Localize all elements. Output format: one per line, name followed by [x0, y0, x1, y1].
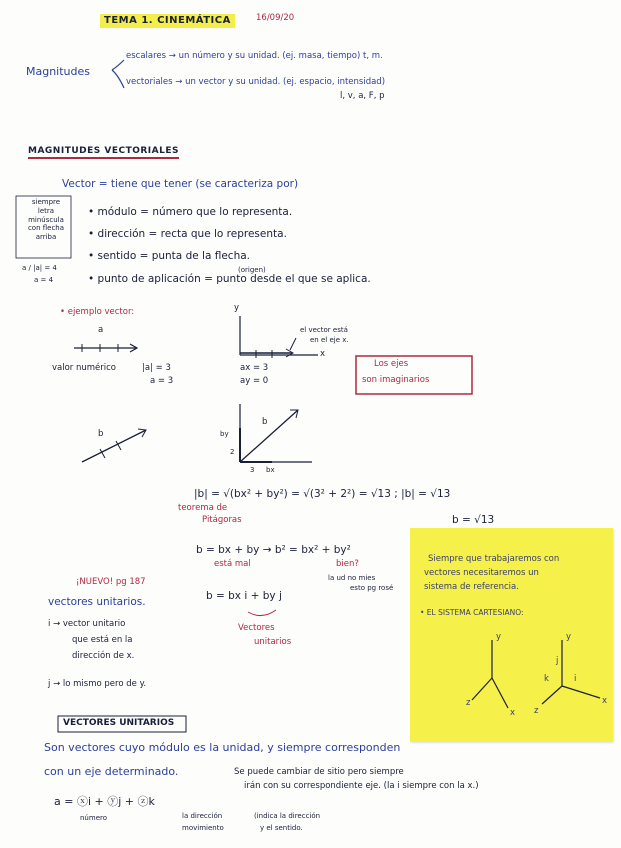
- bien-note-1: la ud no mies: [328, 574, 376, 582]
- esta-mal-note: está mal: [214, 559, 251, 569]
- i-line-3: dirección de x.: [72, 651, 135, 661]
- bien-note-2: esto pg rosé: [350, 584, 394, 592]
- unitarios-note-2: unitarios: [254, 637, 292, 647]
- sticky-k: k: [544, 674, 549, 684]
- teorema-1: teorema de: [178, 503, 228, 513]
- unitarios-line-3: irán con su correspondiente eje. (la i siempre con la x.): [244, 781, 479, 791]
- b-value: b = √13: [452, 514, 495, 526]
- axis-y-label: y: [234, 303, 240, 313]
- vectoriales-heading-text: MAGNITUDES VECTORIALES: [28, 146, 179, 159]
- sticky-y2: y: [566, 632, 572, 642]
- nuevo-heading: vectores unitarios.: [48, 596, 146, 608]
- item-punto-aplicacion: • punto de aplicación = punto desde el que se aplica.: [88, 273, 371, 285]
- bx-label: bx: [266, 466, 275, 474]
- numero-note: número: [80, 814, 108, 822]
- ay-value: ay = 0: [240, 376, 269, 386]
- side-note-line-3: minúscula: [28, 215, 64, 224]
- side-note-line-1: siempre: [31, 198, 61, 206]
- unitarios-line-2b: Se puede cambiar de sitio pero siempre: [234, 767, 404, 777]
- sticky-z: z: [466, 698, 471, 708]
- sticky-line-2: vectores necesitaremos un: [424, 568, 539, 578]
- side-note-line-2: letra: [37, 206, 55, 215]
- vector-b-label: b: [262, 417, 268, 427]
- num-3-label: 3: [250, 466, 255, 474]
- modulo-formula: |b| = √(bx² + by²) = √(3² + 2²) = √13 ; |b| = √13: [194, 488, 451, 500]
- magnitudes-escalares: escalares → un número y su unidad. (ej. masa, tiempo) t, m.: [126, 51, 383, 61]
- unitarios-brace: [248, 610, 276, 616]
- a-note-2: a = 4: [34, 276, 54, 284]
- unitarios-formula: a = ⓧi + ⓨj + ⓩk: [54, 795, 155, 808]
- valor-modulo: |a| = 3: [142, 363, 171, 373]
- unitarios-heading: VECTORES UNITARIOS: [63, 718, 175, 728]
- indica-note-1: (indica la dirección: [254, 812, 321, 820]
- sticky-note: [410, 528, 613, 742]
- sticky-line-3: sistema de referencia.: [424, 582, 519, 592]
- num-2-label: 2: [230, 448, 235, 456]
- nuevo-label: ¡NUEVO! pg 187: [76, 577, 146, 587]
- origen-note: (origen): [238, 266, 266, 274]
- teorema-2: Pitágoras: [202, 515, 242, 525]
- item-direccion: • dirección = recta que lo representa.: [88, 228, 287, 240]
- side-note: [22, 198, 70, 242]
- sticky-line-1: Siempre que trabajaremos con: [428, 554, 560, 564]
- vector-note-1: el vector está: [300, 326, 348, 334]
- axis-z-3d: [542, 686, 562, 704]
- by-label: by: [220, 430, 229, 438]
- direccion-note-2: movimiento: [182, 824, 224, 832]
- sticky-j: j: [556, 656, 559, 666]
- page-date: 16/09/20: [256, 13, 295, 23]
- magnitudes-vectoriales: vectoriales → un vector y su unidad. (ej. espacio, intensidad): [126, 77, 386, 87]
- a-note-1: a / |a| = 4: [22, 264, 57, 272]
- sticky-line-4: • EL SISTEMA CARTESIANO:: [420, 608, 524, 617]
- magnitudes-brace: [112, 60, 124, 88]
- side-note-line-4: con flecha: [27, 224, 65, 233]
- magnitudes-examples: l, v, a, F, p: [340, 91, 385, 101]
- axis-z-2d: [472, 678, 492, 700]
- unitarios-line-1: Son vectores cuyo módulo es la unidad, y siempre corresponden: [44, 741, 401, 754]
- side-note-line-5: arriba: [35, 233, 57, 241]
- valor-label: valor numérico: [52, 363, 117, 373]
- magnitudes-label: Magnitudes: [26, 65, 91, 78]
- page-title: TEMA 1. CINEMÁTICA: [100, 14, 235, 28]
- vector-b-free-label: b: [98, 429, 104, 439]
- unitarios-line-2: con un eje determinado.: [44, 765, 179, 778]
- unitarios-note-1: Vectores: [238, 623, 275, 633]
- item-sentido: • sentido = punta de la flecha.: [88, 250, 251, 262]
- vector-a-symbol: a: [98, 325, 104, 335]
- vector-b-diagonal: [240, 410, 298, 462]
- unit-formula: b = bx i + by j: [206, 590, 282, 602]
- sticky-z2: z: [534, 706, 539, 716]
- indica-note-2: y el sentido.: [260, 824, 303, 832]
- axis-x-3d: [562, 686, 600, 698]
- note-pointer: [290, 338, 296, 350]
- sticky-x2: x: [602, 696, 608, 706]
- sticky-x: x: [510, 708, 516, 718]
- vectoriales-heading: [28, 146, 179, 156]
- vector-definition: Vector = tiene que tener (se caracteriza por): [62, 178, 299, 190]
- i-line-2: que está en la: [72, 635, 133, 645]
- sticky-y: y: [496, 632, 502, 642]
- j-line: j → lo mismo pero de y.: [48, 679, 147, 689]
- vector-b-free: [82, 430, 146, 462]
- direccion-note-1: la dirección: [182, 812, 223, 820]
- vector-note-2: en el eje x.: [310, 336, 349, 344]
- ax-value: ax = 3: [240, 363, 269, 373]
- ejemplo-label: • ejemplo vector:: [60, 307, 135, 317]
- valor-a: a = 3: [150, 376, 174, 386]
- axis-x-2d: [492, 678, 508, 708]
- item-modulo: • módulo = número que lo representa.: [88, 206, 293, 218]
- i-line-1: i → vector unitario: [48, 619, 126, 629]
- suma-formula: b = bx + by → b² = bx² + by²: [196, 544, 351, 556]
- bien-note: bien?: [336, 559, 359, 569]
- ejes-note-1: Los ejes: [374, 359, 409, 369]
- ejes-note-2: son imaginarios: [362, 375, 430, 385]
- axis-x-label: x: [320, 349, 326, 359]
- sticky-i: i: [574, 674, 577, 684]
